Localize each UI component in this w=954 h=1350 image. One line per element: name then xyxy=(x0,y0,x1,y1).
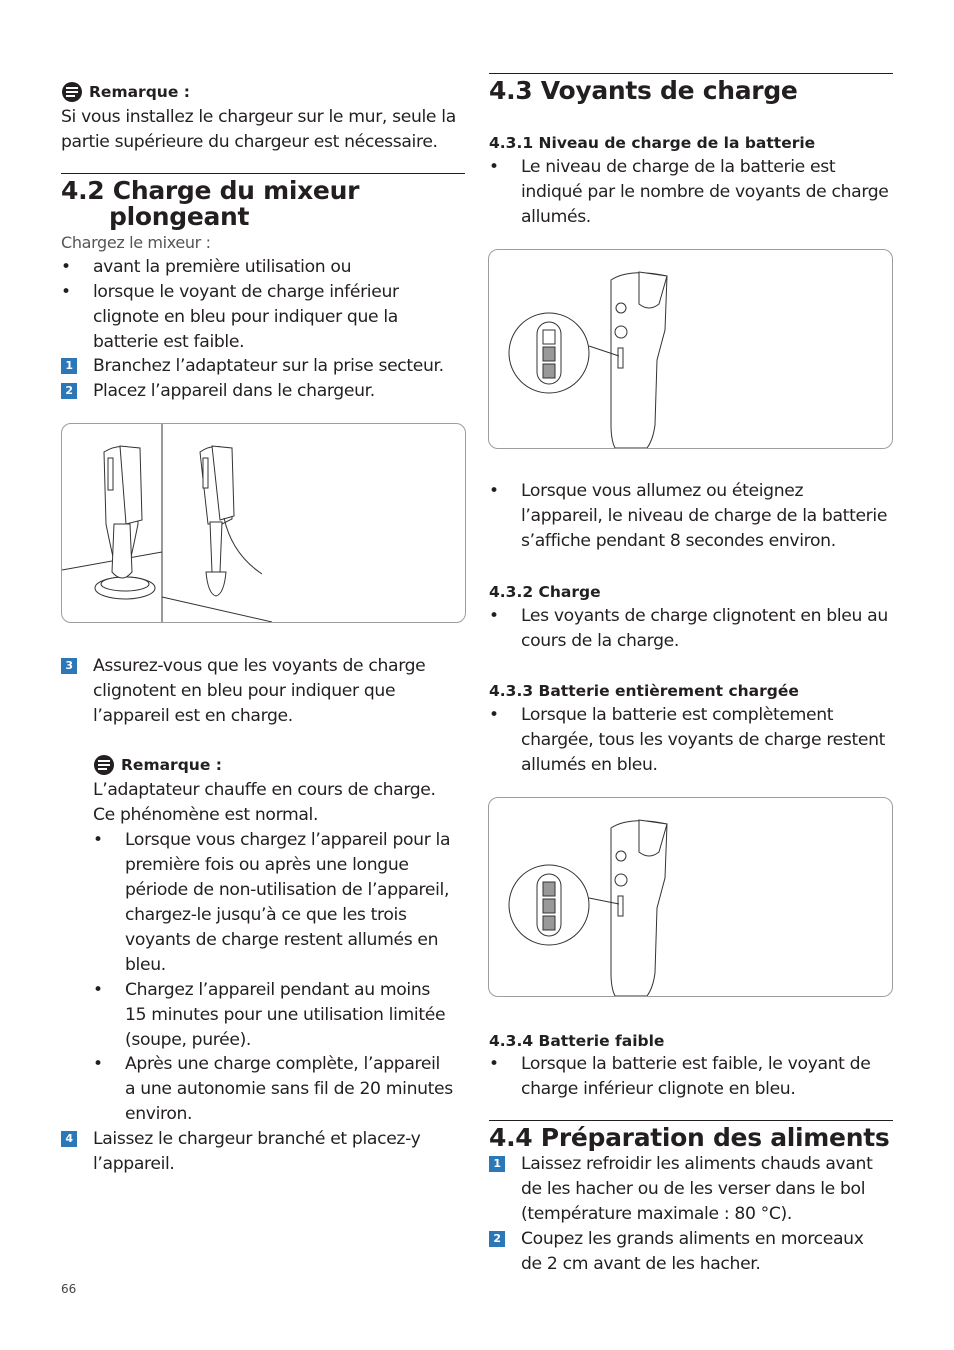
list-item-text: Lorsque vous chargez l’appareil pour la première fois ou après une longue période de non-utilisation de l’appareil, chargez-le jusqu’à ce que les trois voyants de charge restent allumés en bleu. xyxy=(125,830,451,975)
bullet-dot: • xyxy=(489,157,499,177)
heading-line: 4.2 Charge du mixeur xyxy=(61,176,360,205)
list-item xyxy=(93,1052,455,1127)
step-number-badge: 1 xyxy=(489,1156,505,1172)
step-text: Placez l’appareil dans le chargeur. xyxy=(93,381,375,401)
list-item xyxy=(489,1052,889,1102)
bullet-dot: • xyxy=(489,606,499,626)
list-item-text: Le niveau de charge de la batterie est indiqué par le nombre de voyants de charge allumés. xyxy=(521,157,889,227)
bullet-dot: • xyxy=(489,705,499,725)
note-text: L’adaptateur chauffe en cours de charge. Ce phénomène est normal. xyxy=(93,780,436,825)
note-icon xyxy=(93,754,115,776)
list-item-text: Chargez l’appareil pendant au moins 15 minutes pour une utilisation limitée (soupe, purée). xyxy=(125,980,446,1050)
bullet-dot: • xyxy=(489,481,499,501)
subsection-heading: 4.3.4 Batterie faible xyxy=(489,1032,665,1050)
section-rule xyxy=(489,1120,893,1121)
list-item xyxy=(489,155,889,230)
step-number-badge: 3 xyxy=(61,658,77,674)
intro-text: Chargez le mixeur : xyxy=(61,233,211,252)
list-item xyxy=(93,828,455,978)
list-item xyxy=(489,703,889,778)
bullet-dot: • xyxy=(93,1054,103,1074)
note-heading xyxy=(93,754,222,776)
list-item-text: Lorsque la batterie est faible, le voyant de charge inférieur clignote en bleu. xyxy=(521,1054,871,1099)
step-item xyxy=(61,354,461,379)
step-text: Laissez le chargeur branché et placez-y l’appareil. xyxy=(93,1129,421,1174)
bullet-dot: • xyxy=(93,830,103,850)
step-text: Assurez-vous que les voyants de charge clignotent en bleu pour indiquer que l’appareil est en charge. xyxy=(93,656,426,726)
step-item xyxy=(489,1152,889,1227)
list-item xyxy=(61,255,461,280)
list-item-text: avant la première utilisation ou xyxy=(93,257,352,277)
list-item xyxy=(61,280,441,355)
list-item xyxy=(489,604,889,654)
charge-lights-drawing xyxy=(489,798,892,996)
subsection-heading: 4.3.3 Batterie entièrement chargée xyxy=(489,682,799,700)
full-charge-illustration xyxy=(488,797,893,997)
section-rule xyxy=(489,73,893,74)
list-item-text: lorsque le voyant de charge inférieur clignote en bleu pour indiquer que la batterie est faible. xyxy=(93,282,399,352)
note-label: Remarque : xyxy=(121,756,222,774)
bullet-dot: • xyxy=(489,1054,499,1074)
step-text: Laissez refroidir les aliments chauds avant de les hacher ou de les verser dans le bol (température maximale : 80 °C). xyxy=(521,1154,873,1224)
step-number-badge: 2 xyxy=(61,383,77,399)
step-text: Branchez l’adaptateur sur la prise secteur. xyxy=(93,356,444,376)
bullet-dot: • xyxy=(61,257,71,277)
list-item-text: Lorsque vous allumez ou éteignez l’appareil, le niveau de charge de la batterie s’affiche pendant 8 secondes environ. xyxy=(521,481,888,551)
blender-charger-drawing xyxy=(62,424,465,622)
step-item xyxy=(489,1227,889,1277)
bullet-dot: • xyxy=(93,980,103,1000)
note-icon xyxy=(61,81,83,103)
note-heading xyxy=(61,81,190,103)
step-item xyxy=(61,654,431,729)
page-number: 66 xyxy=(61,1282,77,1296)
step-number-badge: 1 xyxy=(61,358,77,374)
subsection-heading: 4.3.1 Niveau de charge de la batterie xyxy=(489,134,816,152)
bullet-dot: • xyxy=(61,282,71,302)
list-item xyxy=(93,978,455,1053)
battery-level-illustration xyxy=(488,249,893,449)
section-rule xyxy=(61,173,465,174)
list-item-text: Après une charge complète, l’appareil a une autonomie sans fil de 20 minutes environ. xyxy=(125,1054,453,1124)
subsection-heading: 4.3.2 Charge xyxy=(489,583,601,601)
step-number-badge: 2 xyxy=(489,1231,505,1247)
note-label: Remarque : xyxy=(89,83,190,101)
section-heading-4-3: 4.3 Voyants de charge xyxy=(489,76,798,105)
note-text: Si vous installez le chargeur sur le mur, seule la partie supérieure du chargeur est nécessaire. xyxy=(61,107,456,152)
charging-illustration xyxy=(61,423,466,623)
step-text: Coupez les grands aliments en morceaux de 2 cm avant de les hacher. xyxy=(521,1229,864,1274)
step-item xyxy=(61,1127,441,1177)
section-heading-4-4: 4.4 Préparation des aliments xyxy=(489,1123,890,1152)
list-item-text: Les voyants de charge clignotent en bleu au cours de la charge. xyxy=(521,606,888,651)
heading-line: plongeant xyxy=(109,202,250,231)
step-item xyxy=(61,379,461,404)
list-item xyxy=(489,479,889,554)
section-heading-4-2 xyxy=(61,178,359,230)
charge-lights-drawing xyxy=(489,250,892,448)
list-item-text: Lorsque la batterie est complètement chargée, tous les voyants de charge restent allumés en bleu. xyxy=(521,705,886,775)
step-number-badge: 4 xyxy=(61,1131,77,1147)
